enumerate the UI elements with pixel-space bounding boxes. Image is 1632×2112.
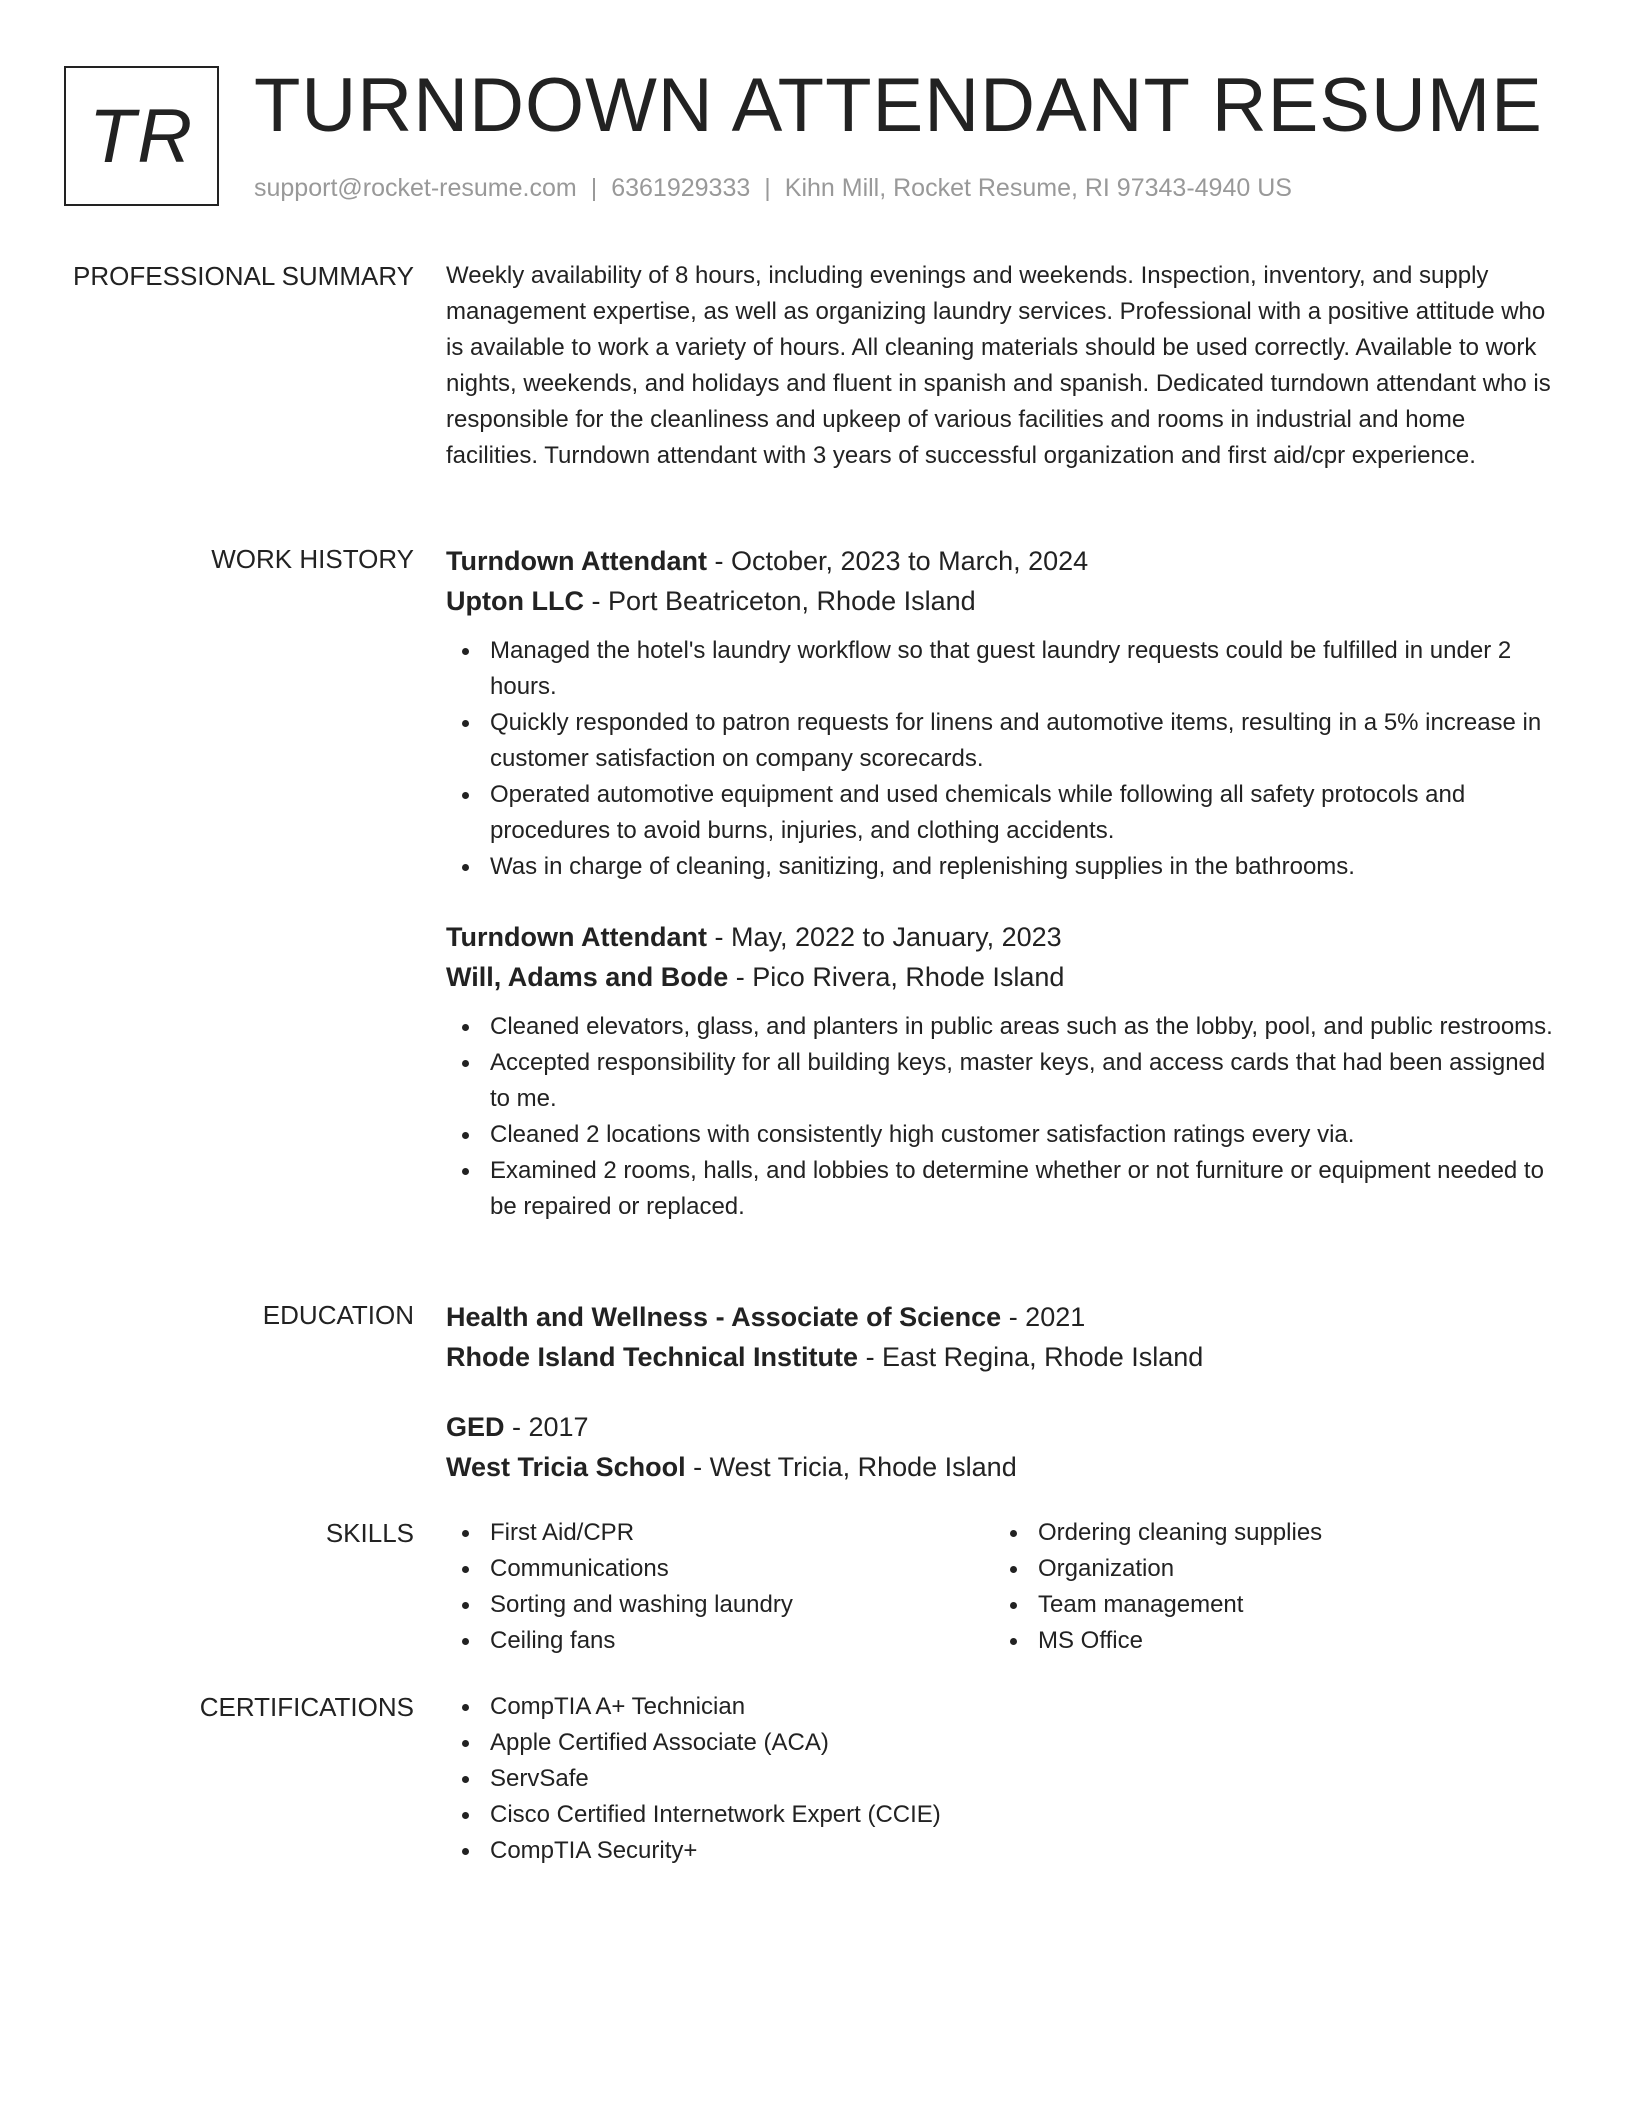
certifications-body xyxy=(446,1689,1556,1869)
list-item: Communications xyxy=(446,1551,994,1587)
contact-phone[interactable]: 6361929333 xyxy=(611,174,751,202)
job-company-line xyxy=(446,957,1556,997)
job-title-line xyxy=(446,541,1556,581)
list-item: Apple Certified Associate (ACA) xyxy=(446,1725,1556,1761)
education-degree: Health and Wellness - Associate of Science xyxy=(446,1302,1002,1332)
list-item: Cleaned elevators, glass, and planters in public areas such as the lobby, pool, and public restrooms. xyxy=(446,1009,1556,1045)
education-school-line xyxy=(446,1447,1556,1487)
section-label-certifications: CERTIFICATIONS xyxy=(199,1692,414,1722)
contact-separator: | xyxy=(590,174,598,202)
contact-address: Kihn Mill, Rocket Resume, RI 97343-4940 US xyxy=(784,174,1292,202)
list-item: Cisco Certified Internetwork Expert (CCIE) xyxy=(446,1797,1556,1833)
list-item: Was in charge of cleaning, sanitizing, and replenishing supplies in the bathrooms. xyxy=(446,849,1556,885)
work-body xyxy=(446,541,1556,1225)
job-dates: - May, 2022 to January, 2023 xyxy=(706,922,1062,952)
education-year: - 2017 xyxy=(504,1412,589,1442)
job-bullets xyxy=(446,633,1556,885)
education-school: West Tricia School xyxy=(446,1452,686,1482)
list-item: Accepted responsibility for all building keys, master keys, and access cards that had been assigned to me. xyxy=(446,1045,1556,1117)
summary-text: Weekly availability of 8 hours, including evenings and weekends. Inspection, inventory, and supply management expertise, as well as organizing laundry services. Professional with a positive attitude who is available to work a variety of hours. All cleaning materials should be used correctly. Available to work nights, weekends, and holidays and fluent in spanish and spanish. Dedicated turndown attendant who is responsible for the cleanliness and upkeep of various facilities and rooms in industrial and home facilities. Turndown attendant with 3 years of successful organization and first aid/cpr experience. xyxy=(446,262,1551,469)
list-item: Team management xyxy=(994,1587,1542,1623)
certifications-list xyxy=(446,1689,1556,1869)
summary-body xyxy=(446,258,1556,474)
section-label-work: WORK HISTORY xyxy=(211,544,414,574)
job-title-line xyxy=(446,917,1556,957)
contact-line xyxy=(254,174,1292,203)
page-title: TURNDOWN ATTENDANT RESUME xyxy=(254,63,1543,148)
list-item: Operated automotive equipment and used chemicals while following all safety protocols and procedures to avoid burns, injuries, and clothing accidents. xyxy=(446,777,1556,849)
education-degree-line xyxy=(446,1297,1556,1337)
job-entry xyxy=(446,541,1556,885)
section-label-education: EDUCATION xyxy=(262,1300,414,1330)
education-body xyxy=(446,1297,1556,1487)
job-location: - Port Beatriceton, Rhode Island xyxy=(583,586,976,616)
list-item: Organization xyxy=(994,1551,1542,1587)
job-location: - Pico Rivera, Rhode Island xyxy=(728,962,1065,992)
job-title: Turndown Attendant xyxy=(446,546,707,576)
monogram-box: TR xyxy=(64,66,219,206)
education-degree: GED xyxy=(446,1412,505,1442)
job-company: Upton LLC xyxy=(446,586,584,616)
list-item: MS Office xyxy=(994,1623,1542,1659)
list-item: Cleaned 2 locations with consistently high customer satisfaction ratings every via. xyxy=(446,1117,1556,1153)
skills-column-left xyxy=(446,1515,994,1659)
list-item: First Aid/CPR xyxy=(446,1515,994,1551)
education-location: - West Tricia, Rhode Island xyxy=(685,1452,1017,1482)
list-item: Quickly responded to patron requests for linens and automotive items, resulting in a 5% increase in customer satisfaction on company scorecards. xyxy=(446,705,1556,777)
job-company: Will, Adams and Bode xyxy=(446,962,729,992)
resume-header xyxy=(64,63,1592,210)
job-dates: - October, 2023 to March, 2024 xyxy=(706,546,1089,576)
education-entry xyxy=(446,1297,1556,1377)
job-title: Turndown Attendant xyxy=(446,922,707,952)
skills-body xyxy=(446,1515,1556,1659)
education-degree-line xyxy=(446,1407,1556,1447)
skills-grid xyxy=(446,1515,1556,1659)
list-item: ServSafe xyxy=(446,1761,1556,1797)
list-item: CompTIA Security+ xyxy=(446,1833,1556,1869)
list-item: Sorting and washing laundry xyxy=(446,1587,994,1623)
job-company-line xyxy=(446,581,1556,621)
list-item: Ordering cleaning supplies xyxy=(994,1515,1542,1551)
skills-column-right xyxy=(994,1515,1542,1659)
contact-separator: | xyxy=(764,174,771,202)
education-year: - 2021 xyxy=(1001,1302,1086,1332)
education-school: Rhode Island Technical Institute xyxy=(446,1342,859,1372)
contact-email[interactable]: support@rocket-resume.com xyxy=(254,174,577,202)
list-item: Ceiling fans xyxy=(446,1623,994,1659)
list-item: CompTIA A+ Technician xyxy=(446,1689,1556,1725)
job-bullets xyxy=(446,1009,1556,1225)
section-label-summary: PROFESSIONAL SUMMARY xyxy=(73,261,414,291)
education-school-line xyxy=(446,1337,1556,1377)
section-label-skills: SKILLS xyxy=(325,1518,414,1548)
list-item: Managed the hotel's laundry workflow so that guest laundry requests could be fulfilled in under 2 hours. xyxy=(446,633,1556,705)
education-location: - East Regina, Rhode Island xyxy=(858,1342,1204,1372)
education-entry xyxy=(446,1407,1556,1487)
list-item: Examined 2 rooms, halls, and lobbies to determine whether or not furniture or equipment needed to be repaired or replaced. xyxy=(446,1153,1556,1225)
job-entry xyxy=(446,917,1556,1225)
